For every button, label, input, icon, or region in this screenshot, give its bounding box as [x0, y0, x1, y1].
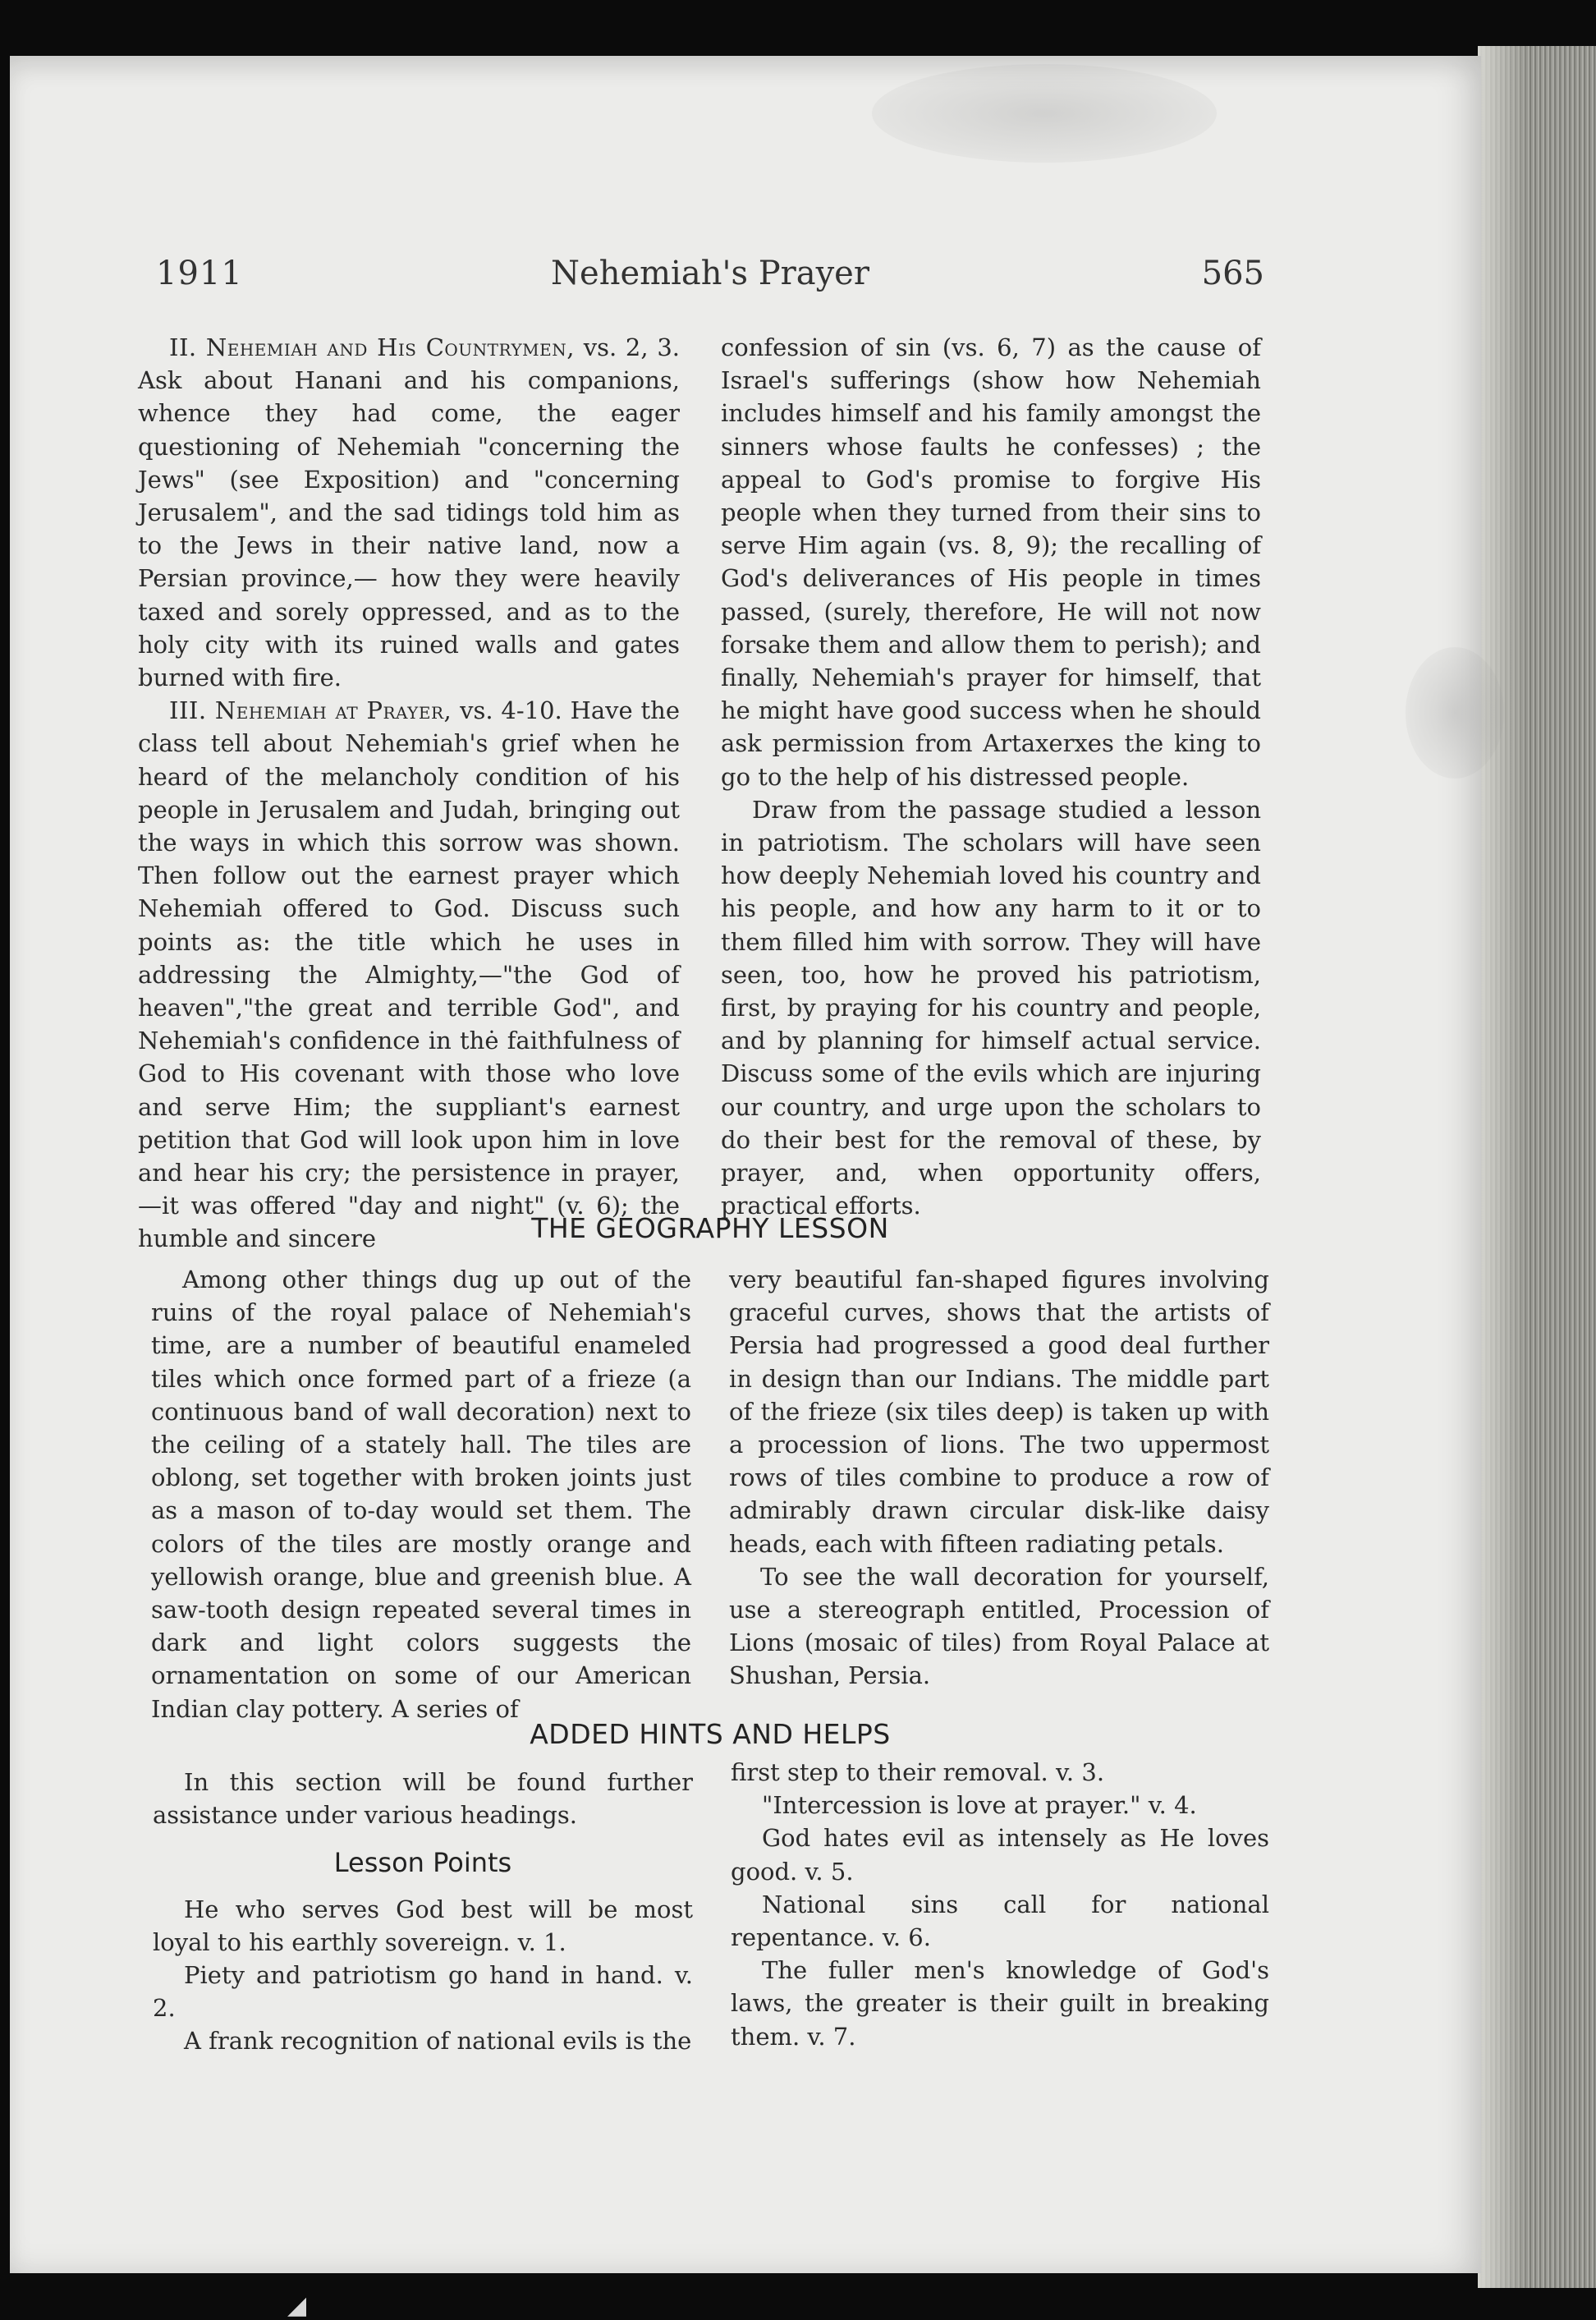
- lesson-point: "Intercession is love at prayer." v. 4.: [762, 1791, 1197, 1820]
- scan-artifact-icon: ◢: [287, 2291, 307, 2320]
- paragraph-text: vs. 2, 3. Ask about Hanani and his companions, whence they had come, the eager questioning of Nehemiah "concerning the Jews" (see Exposition) and "concerning Jerusalem", and the sad tidings told him as to the Jews in their native land, now a Persian province,— how they were heavily taxed and sorely oppressed, and as to the holy city with its ruined walls and gates burned with fire.: [138, 333, 680, 692]
- lesson-point: God hates evil as intensely as He loves good. v. 5.: [731, 1824, 1269, 1886]
- paragraph: confession of sin (vs. 6, 7) as the cause of Israel's sufferings (show how Nehemiah includes himself and his family amongst the sinners whose faults he confesses) ; the appeal to God's promise to forgive His people when they turned from their sins to serve Him again (vs. 8, 9); the recalling of God's deliverances of His people in times passed, (surely, therefore, He will not now forsake them and allow them to perish); and finally, Nehemiah's prayer for himself, that he might have good success when he should ask permission from Artaxerxes the king to go to the help of his distressed people.: [721, 333, 1261, 791]
- paragraph: Among other things dug up out of the ruins of the royal palace of Nehemiah's time, are a number of beautiful enameled tiles which once formed part of a frieze (a continuous band of wall decoration) next to the ceiling of a stately hall. The tiles are oblong, set together with broken joints just as a mason of to-day would set them. The colors of the tiles are mostly orange and yellowish orange, blue and greenish blue. A saw-tooth design repeated several times in dark and light colors suggests the ornamentation on some of our American Indian clay pottery. A series of: [151, 1266, 691, 1723]
- header-year: 1911: [156, 255, 243, 292]
- running-title: Nehemiah's Prayer: [551, 255, 869, 292]
- lesson-right-column: [721, 331, 1261, 1222]
- page-stain: [1406, 647, 1504, 779]
- page-edge-shadow: [1478, 46, 1527, 2288]
- lesson-left-column: [138, 331, 680, 1256]
- running-header: [156, 255, 1264, 304]
- paragraph: very beautiful fan-shaped figures involving graceful curves, shows that the artists of Persia had progressed a good deal further in design than our Indians. The middle part of the frieze (six tiles deep) is taken up with a procession of lions. The two uppermost rows of tiles combine to produce a row of admirably drawn circular disk-like daisy heads, each with fifteen radiating petals.: [729, 1266, 1269, 1558]
- paragraph: [138, 331, 680, 694]
- section-heading: III. Nehemiah at Prayer,: [169, 696, 452, 725]
- paragraph: To see the wall decoration for yourself, use a stereograph entitled, Procession of Lions (mosaic of tiles) from Royal Palace at Shushan, Persia.: [729, 1562, 1269, 1690]
- paragraph: [138, 694, 680, 1255]
- page-stain: [872, 64, 1217, 163]
- section-heading: II. Nehemiah and His Countrymen,: [169, 333, 575, 361]
- lesson-points-title: Lesson Points: [333, 1847, 512, 1879]
- lesson-point: A frank recognition of national evils is the: [184, 2027, 692, 2056]
- hints-title: ADDED HINTS AND HELPS: [530, 1718, 891, 1750]
- lesson-point: The fuller men's knowledge of God's laws, the greater is their guilt in breaking them. v. 7.: [731, 1956, 1269, 2051]
- hints-right-column: [731, 1756, 1269, 2053]
- hints-left-column: [153, 1766, 693, 2058]
- geography-right-column: [729, 1263, 1269, 1693]
- paragraph-text: vs. 4-10. Have the class tell about Nehemiah's grief when he heard of the melancholy condition of his people in Jerusalem and Judah, bringing out the ways in which this sorrow was shown. Then follow out the earnest prayer which Nehemiah offered to God. Discuss such points as: the title which he uses in addressing the Almighty,—"the God of heaven","the great and terrible God", and Nehemiah's confidence in thė faithfulness of God to His covenant with those who love and serve Him; the suppliant's earnest petition that God will look upon him in love and hear his cry; the persistence in prayer,—it was offered "day and night" (v. 6); the humble and sincere: [138, 696, 680, 1253]
- paragraph: Draw from the passage studied a lesson in patriotism. The scholars will have seen how deeply Nehemiah loved his country and his people, and how any harm to it or to them filled him with sorrow. They will have seen, too, how he proved his patriotism, first, by praying for his country and people, and by planning for himself actual service. Discuss some of the evils which are injuring our country, and urge upon the scholars to do their best for the removal of these, by prayer, and, when opportunity offers, practical efforts.: [721, 795, 1261, 1220]
- geography-title: THE GEOGRAPHY LESSON: [531, 1212, 889, 1244]
- geography-left-column: [151, 1263, 691, 1725]
- lesson-point: National sins call for national repentance. v. 6.: [731, 1890, 1269, 1952]
- lesson-point: Piety and patriotism go hand in hand. v. 2.: [153, 1961, 693, 2023]
- page-number: 565: [1201, 255, 1264, 292]
- lesson-point: He who serves God best will be most loyal to his earthly sovereign. v. 1.: [153, 1895, 693, 1956]
- paragraph: In this section will be found further assistance under various headings.: [153, 1768, 693, 1830]
- lesson-point: first step to their removal. v. 3.: [731, 1758, 1105, 1786]
